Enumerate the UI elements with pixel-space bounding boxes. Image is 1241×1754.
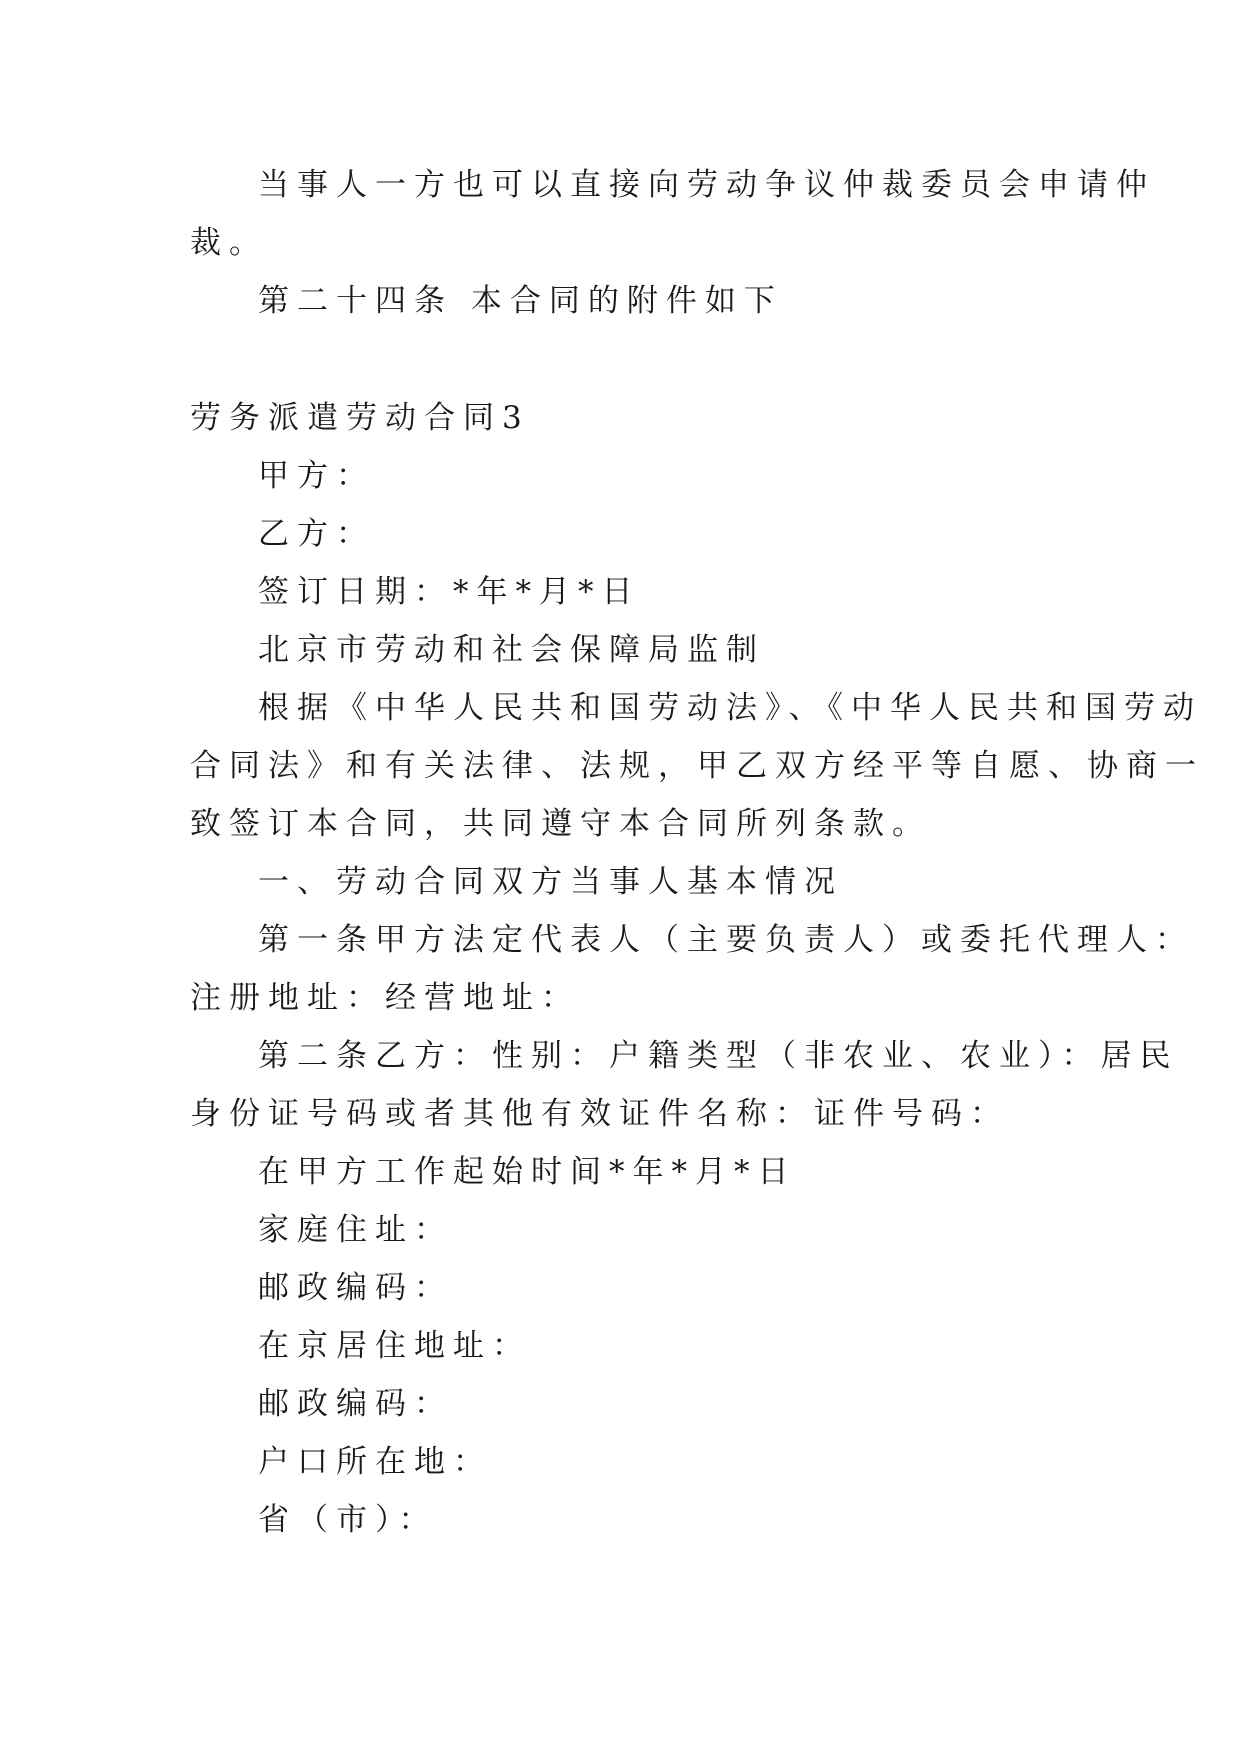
article-heading: 第二十四条 本合同的附件如下 [258, 283, 783, 319]
signing-date: 签订日期：*年*月*日 [258, 574, 641, 610]
party-b-label: 乙方： [258, 516, 375, 552]
paragraph-line: 身份证号码或者其他有效证件名称：证件号码： [190, 1096, 1009, 1132]
beijing-address-label: 在京居住地址： [258, 1328, 531, 1364]
paragraph-line: 在甲方工作起始时间*年*月*日 [258, 1154, 797, 1190]
contract-title: 劳务派遣劳动合同3 [190, 400, 530, 436]
paragraph-line: 注册地址：经营地址： [190, 980, 580, 1016]
postal-code-label: 邮政编码： [258, 1270, 453, 1306]
paragraph-line: 根据《中华人民共和国劳动法》、《中华人民共和国劳动 [258, 690, 1202, 726]
paragraph-line: 致签订本合同，共同遵守本合同所列条款。 [190, 806, 931, 842]
province-label: 省（市）： [258, 1502, 438, 1538]
paragraph-line: 第一条甲方法定代表人（主要负责人）或委托代理人： [258, 922, 1194, 958]
paragraph-line: 第二条乙方：性别：户籍类型（非农业、农业）：居民 [258, 1038, 1179, 1074]
section-heading: 一、劳动合同双方当事人基本情况 [258, 864, 843, 900]
household-location-label: 户口所在地： [258, 1444, 492, 1480]
paragraph-line: 合同法》和有关法律、法规，甲乙双方经平等自愿、协商一 [190, 748, 1204, 784]
party-a-label: 甲方： [258, 458, 375, 494]
paragraph-line: 裁。 [190, 225, 268, 261]
home-address-label: 家庭住址： [258, 1212, 453, 1248]
supervisor-note: 北京市劳动和社会保障局监制 [258, 632, 765, 668]
paragraph-line: 当事人一方也可以直接向劳动争议仲裁委员会申请仲 [258, 167, 1155, 203]
postal-code-label: 邮政编码： [258, 1386, 453, 1422]
